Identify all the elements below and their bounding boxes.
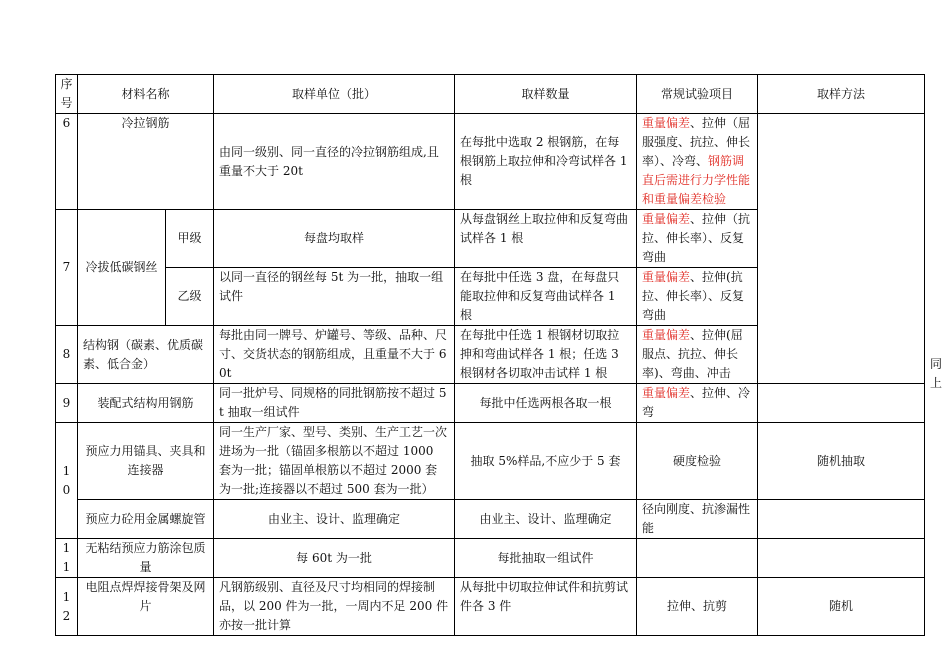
header-qty: 取样数量 (455, 75, 637, 114)
sampling-quantity: 从每批中切取拉伸试件和抗剪试件各 3 件 (455, 578, 637, 636)
header-material: 材料名称 (78, 75, 214, 114)
test-text: 、拉伸(抗拉、伸长率）、反复弯曲 (642, 270, 745, 322)
row-number: 1 2 (56, 578, 78, 636)
test-text: 、拉伸(屈服点、抗拉、伸长率)、弯曲、冲击 (642, 328, 743, 380)
material-name: 预应力砼用金属螺旋管 (78, 500, 214, 539)
header-no: 序号 (56, 75, 78, 114)
sampling-quantity: 在每批中任选 1 根钢材切取拉抻和弯曲试样各 1 根；任选 3 根钢材各切取冲击试样 1 根 (455, 326, 637, 384)
test-items: 硬度检验 (637, 423, 758, 500)
highlighted-test-text: 重量偏差 (642, 270, 691, 284)
test-items (637, 384, 758, 423)
row-number: 9 (56, 384, 78, 423)
sampling-quantity: 每批抽取一组试件 (455, 539, 637, 578)
test-text: 、拉伸、冷弯 (642, 386, 751, 419)
test-items-blank (637, 539, 758, 578)
test-items: 径向刚度、抗渗漏性能 (637, 500, 758, 539)
header-method: 取样方法 (758, 75, 925, 114)
sampling-unit: 同一生产厂家、型号、类别、生产工艺一次进场为一批（锚固多根筋以不超过 1000 套为一批；锚固单根筋以不超过 2000 套为一批;连接器以不超过 500 套为一批） (214, 423, 455, 500)
sampling-unit: 同一批炉号、同规格的同批钢筋按不超过 5t 抽取一组试件 (214, 384, 455, 423)
sampling-method-blank (758, 114, 925, 384)
table-row (56, 384, 925, 423)
row-number: 6 (56, 114, 78, 210)
table-row (56, 423, 925, 500)
highlighted-test-text: 钢筋调直后需进行力学性能和重量偏差检验 (642, 154, 751, 206)
table-row (56, 114, 925, 210)
test-text: 、拉伸（屈服强度、抗拉、伸长率）、冷弯、 (642, 116, 751, 168)
sampling-method: 随机 (758, 578, 925, 636)
material-name: 电阻点焊焊接骨架及网片 (78, 578, 214, 636)
material-name: 冷拔低碳钢丝 (78, 210, 166, 326)
material-name: 冷拉钢筋 (78, 114, 214, 210)
row-number: 8 (56, 326, 78, 384)
sampling-quantity: 由业主、设计、监理确定 (455, 500, 637, 539)
sampling-quantity: 从每盘钢丝上取拉伸和反复弯曲试样各 1 根 (455, 210, 637, 268)
grade-label: 乙级 (166, 268, 214, 326)
table-row (56, 500, 925, 539)
material-name: 结构钢（碳素、优质碳素、低合金） (78, 326, 214, 384)
sampling-unit: 每批由同一牌号、炉罐号、等级、品种、尺寸、交货状态的钢筋组成，且重量不大于 60t (214, 326, 455, 384)
material-name: 装配式结构用钢筋 (78, 384, 214, 423)
header-test: 常规试验项目 (637, 75, 758, 114)
sampling-quantity: 每批中任选两根各取一根 (455, 384, 637, 423)
material-name: 无粘结预应力筋涂包质量 (78, 539, 214, 578)
row-number: 1 1 (56, 539, 78, 578)
row-number: 1 0 (56, 423, 78, 539)
sampling-quantity: 在每批中任选 3 盘，在每盘只能取拉伸和反复弯曲试样各 1 根 (455, 268, 637, 326)
sampling-table (55, 74, 943, 636)
sampling-unit: 由业主、设计、监理确定 (214, 500, 455, 539)
sampling-quantity: 抽取 5%样品,不应少于 5 套 (455, 423, 637, 500)
highlighted-test-text: 重量偏差 (642, 116, 691, 130)
row-number: 7 (56, 210, 78, 326)
test-items (637, 326, 758, 384)
header-row (56, 75, 925, 114)
highlighted-test-text: 重量偏差 (642, 386, 691, 400)
sampling-method-blank (758, 500, 925, 539)
header-unit: 取样单位（批） (214, 75, 455, 114)
test-items (637, 268, 758, 326)
test-items (637, 210, 758, 268)
sampling-unit: 由同一级别、同一直径的冷拉钢筋组成,且重量不大于 20t (214, 114, 455, 210)
sampling-unit: 每 60t 为一批 (214, 539, 455, 578)
sampling-unit: 凡钢筋级别、直径及尺寸均相同的焊接制品，以 200 件为一批，一周内不足 200 件亦按一批计算 (214, 578, 455, 636)
highlighted-test-text: 重量偏差 (642, 212, 691, 226)
test-items (637, 114, 758, 210)
test-text: 、拉伸（抗拉、伸长率）、反复弯曲 (642, 212, 751, 264)
sampling-unit: 每盘均取样 (214, 210, 455, 268)
sampling-method: 随机抽取 (758, 423, 925, 500)
table-row (56, 578, 925, 636)
highlighted-test-text: 重量偏差 (642, 328, 691, 342)
table-row (56, 539, 925, 578)
material-name: 预应力用锚具、夹具和连接器 (78, 423, 214, 500)
grade-label: 甲级 (166, 210, 214, 268)
test-items: 拉伸、抗剪 (637, 578, 758, 636)
sampling-unit: 以同一直径的钢丝每 5t 为一批，抽取一组试件 (214, 268, 455, 326)
sampling-method-blank (758, 539, 925, 578)
sampling-quantity: 在每批中选取 2 根钢筋，在每根钢筋上取拉伸和冷弯试样各 1 根 (455, 114, 637, 210)
table-row: 8 结构钢（碳素、优质碳素、低合金） 每批由同一牌号、炉罐号、等级、品种、尺寸、交货状态的钢筋组成，且重量不大于 60t 在每批中任选 1 根钢材切取拉抻和弯曲试样各 1 根；任选 3 根钢材各切取冲击试样 1 根 重量偏差、拉伸(屈服点、抗拉、伸长率)、弯曲、冲击 同上 (56, 326, 925, 384)
